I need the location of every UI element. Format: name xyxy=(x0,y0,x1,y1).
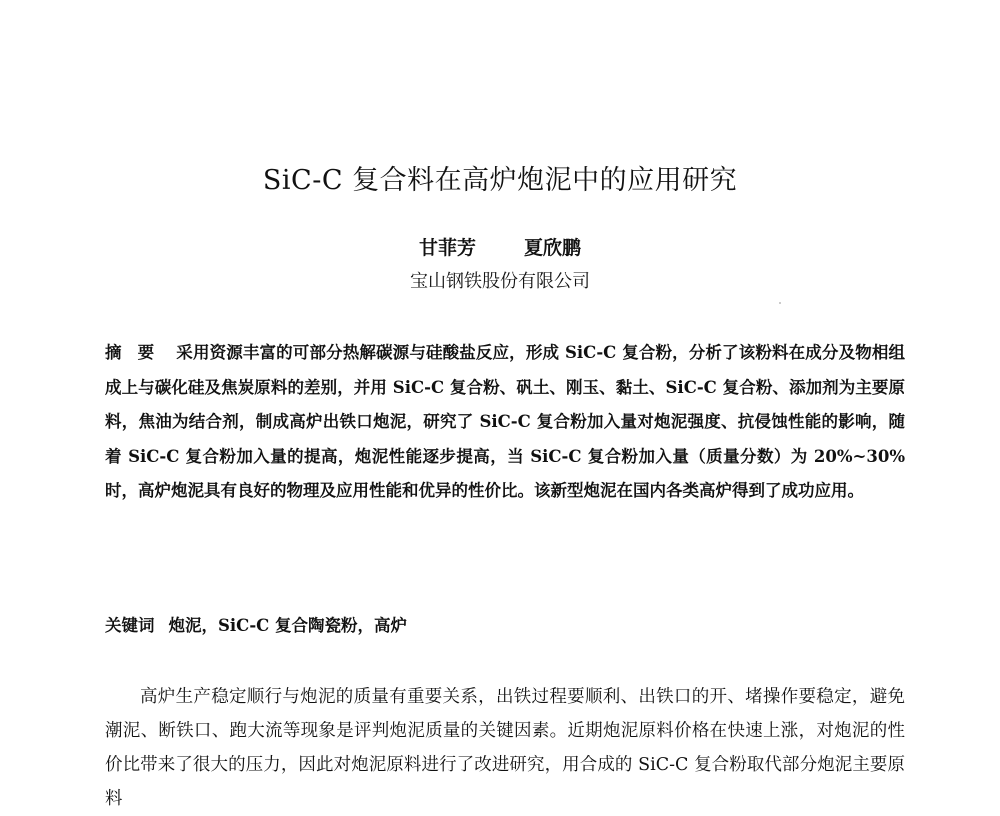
abstract-label: 摘要 xyxy=(105,343,171,362)
keywords-section xyxy=(105,611,905,641)
abstract-section xyxy=(105,336,905,509)
body-paragraph: 高炉生产稳定顺行与炮泥的质量有重要关系，出铁过程要顺利、出铁口的开、堵操作要稳定，避免潮泥、断铁口、跑大流等现象是评判炮泥质量的关键因素。近期炮泥原料价格在快速上涨，对炮泥的性价比带来了很大的压力，因此对炮泥原料进行了改进研究，用合成的 SiC-C 复合粉取代部分炮泥主要原料 xyxy=(105,687,905,809)
author-name: 甘菲芳 xyxy=(418,237,476,259)
author-name: 夏欣鹏 xyxy=(524,237,582,259)
paper-title: SiC-C 复合料在高炉炮泥中的应用研究 xyxy=(262,165,738,196)
keywords-label: 关键词 xyxy=(105,616,155,635)
author-affiliation: 宝山钢铁股份有限公司 xyxy=(410,271,590,292)
scan-speck xyxy=(779,302,781,304)
keywords-text: 炮泥，SiC-C 复合陶瓷粉，高炉 xyxy=(168,616,408,635)
abstract-text: 采用资源丰富的可部分热解碳源与硅酸盐反应，形成 SiC-C 复合粉，分析了该粉料在成分及物相组成上与碳化硅及焦炭原料的差别，并用 SiC-C 复合粉、矾土、刚玉、黏土、SiC-C 复合粉、添加剂为主要原料，焦油为结合剂，制成高炉出铁口炮泥，研究了 SiC-C 复合粉加入量对炮泥强度、抗侵蚀性能的影响，随着 SiC-C 复合粉加入量的提高，炮泥性能逐步提高，当 SiC-C 复合粉加入量（质量分数）为 20%~30%时，高炉炮泥具有良好的物理及应用性能和优异的性价比。该新型炮泥在国内各类高炉得到了成功应用。 xyxy=(105,343,905,500)
author-list xyxy=(0,233,1000,260)
